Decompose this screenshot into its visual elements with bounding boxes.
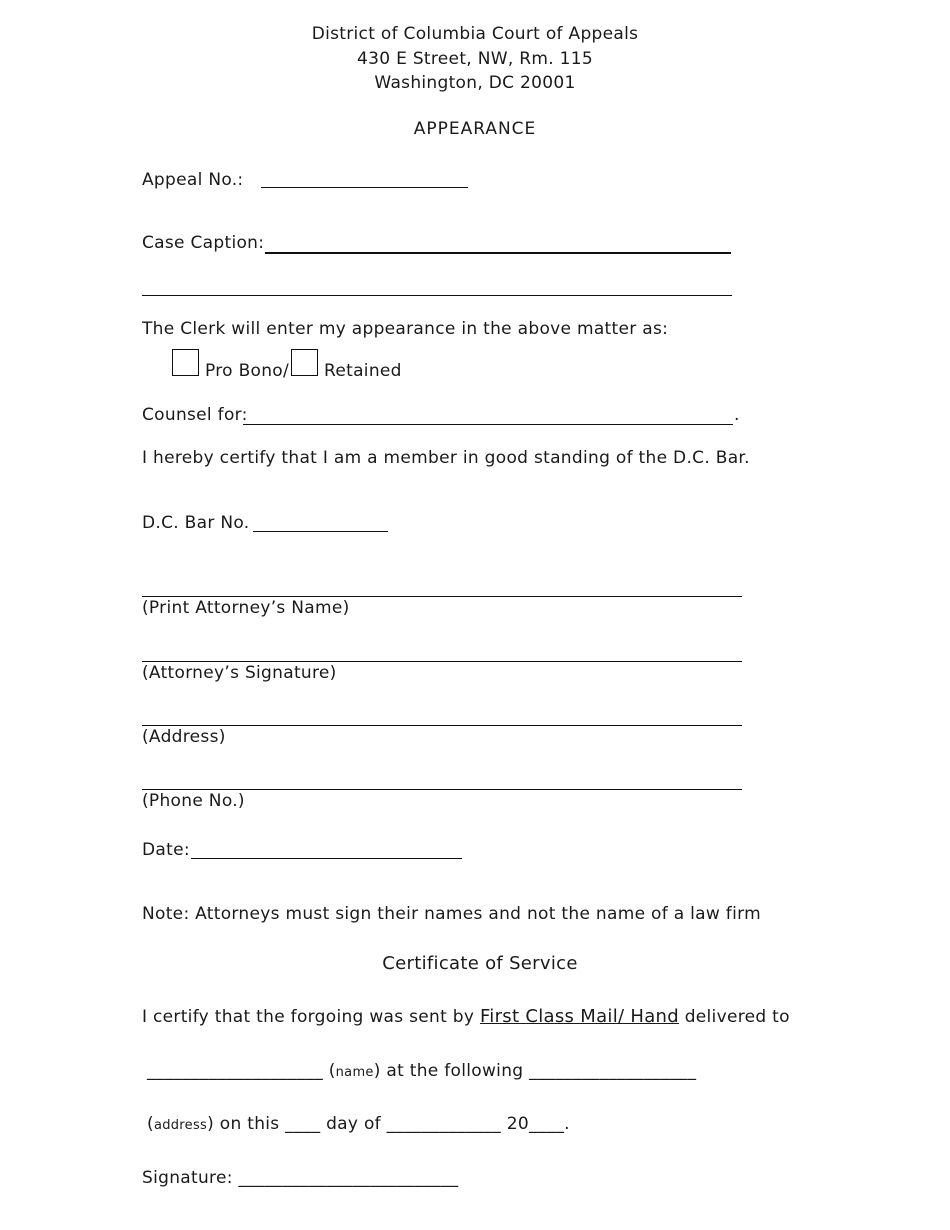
certificate-line-1: [142, 1006, 790, 1027]
certificate-line-3: [147, 1114, 570, 1134]
date-field[interactable]: [191, 858, 462, 859]
attorney-name-label: (Print Attorney’s Name): [142, 598, 350, 618]
attorney-name-field[interactable]: [142, 596, 742, 597]
court-address: 430 E Street, NW, Rm. 115: [357, 49, 593, 69]
appeal-no-label: Appeal No.:: [142, 170, 244, 190]
bar-no-field[interactable]: [253, 531, 388, 532]
bar-no-label: D.C. Bar No.: [142, 513, 250, 533]
name-hint: name: [335, 1065, 374, 1080]
bar-certification: I hereby certify that I am a member in good standing of the D.C. Bar.: [142, 448, 750, 468]
phone-field[interactable]: [142, 789, 742, 790]
certificate-title: Certificate of Service: [382, 953, 578, 974]
appeal-no-field[interactable]: [261, 187, 468, 188]
address-blank: ) at the following ___________________: [373, 1061, 697, 1081]
attorney-signature-field[interactable]: [142, 661, 742, 662]
attorney-signature-label: (Attorney’s Signature): [142, 663, 337, 683]
certificate-line-2: [147, 1061, 696, 1081]
certificate-line-1-post: delivered to: [678, 1007, 790, 1027]
case-caption-field[interactable]: [265, 252, 731, 254]
address-hint: address: [153, 1118, 208, 1133]
retained-checkbox[interactable]: [291, 349, 318, 376]
certificate-signature: Signature: _________________________: [142, 1168, 459, 1188]
case-caption-field-2[interactable]: [142, 295, 732, 296]
case-caption-label: Case Caption:: [142, 233, 265, 253]
clerk-statement: The Clerk will enter my appearance in the above matter as:: [142, 319, 669, 339]
counsel-for-label: Counsel for:: [142, 405, 248, 425]
address-field[interactable]: [142, 725, 742, 726]
court-name: District of Columbia Court of Appeals: [311, 24, 639, 44]
page-title: APPEARANCE: [413, 119, 537, 139]
certificate-line-1-pre: I certify that the forgoing was sent by: [142, 1007, 480, 1027]
phone-label: (Phone No.): [142, 791, 245, 811]
date-blanks: ) on this ____ day of _____________ 20____.: [207, 1114, 570, 1134]
address-label: (Address): [142, 727, 226, 747]
service-method: First Class Mail/ Hand: [479, 1006, 679, 1027]
counsel-for-field[interactable]: [243, 424, 733, 425]
retained-label: Retained: [324, 361, 402, 381]
name-blank: ____________________ (: [147, 1061, 336, 1081]
counsel-for-period: .: [734, 405, 740, 425]
date-label: Date:: [142, 840, 190, 860]
pro-bono-label: Pro Bono/: [205, 361, 290, 381]
court-city: Washington, DC 20001: [374, 73, 576, 93]
address-open-paren: (: [147, 1114, 154, 1134]
attorney-note: Note: Attorneys must sign their names and not the name of a law firm: [142, 904, 761, 924]
pro-bono-checkbox[interactable]: [172, 349, 199, 376]
